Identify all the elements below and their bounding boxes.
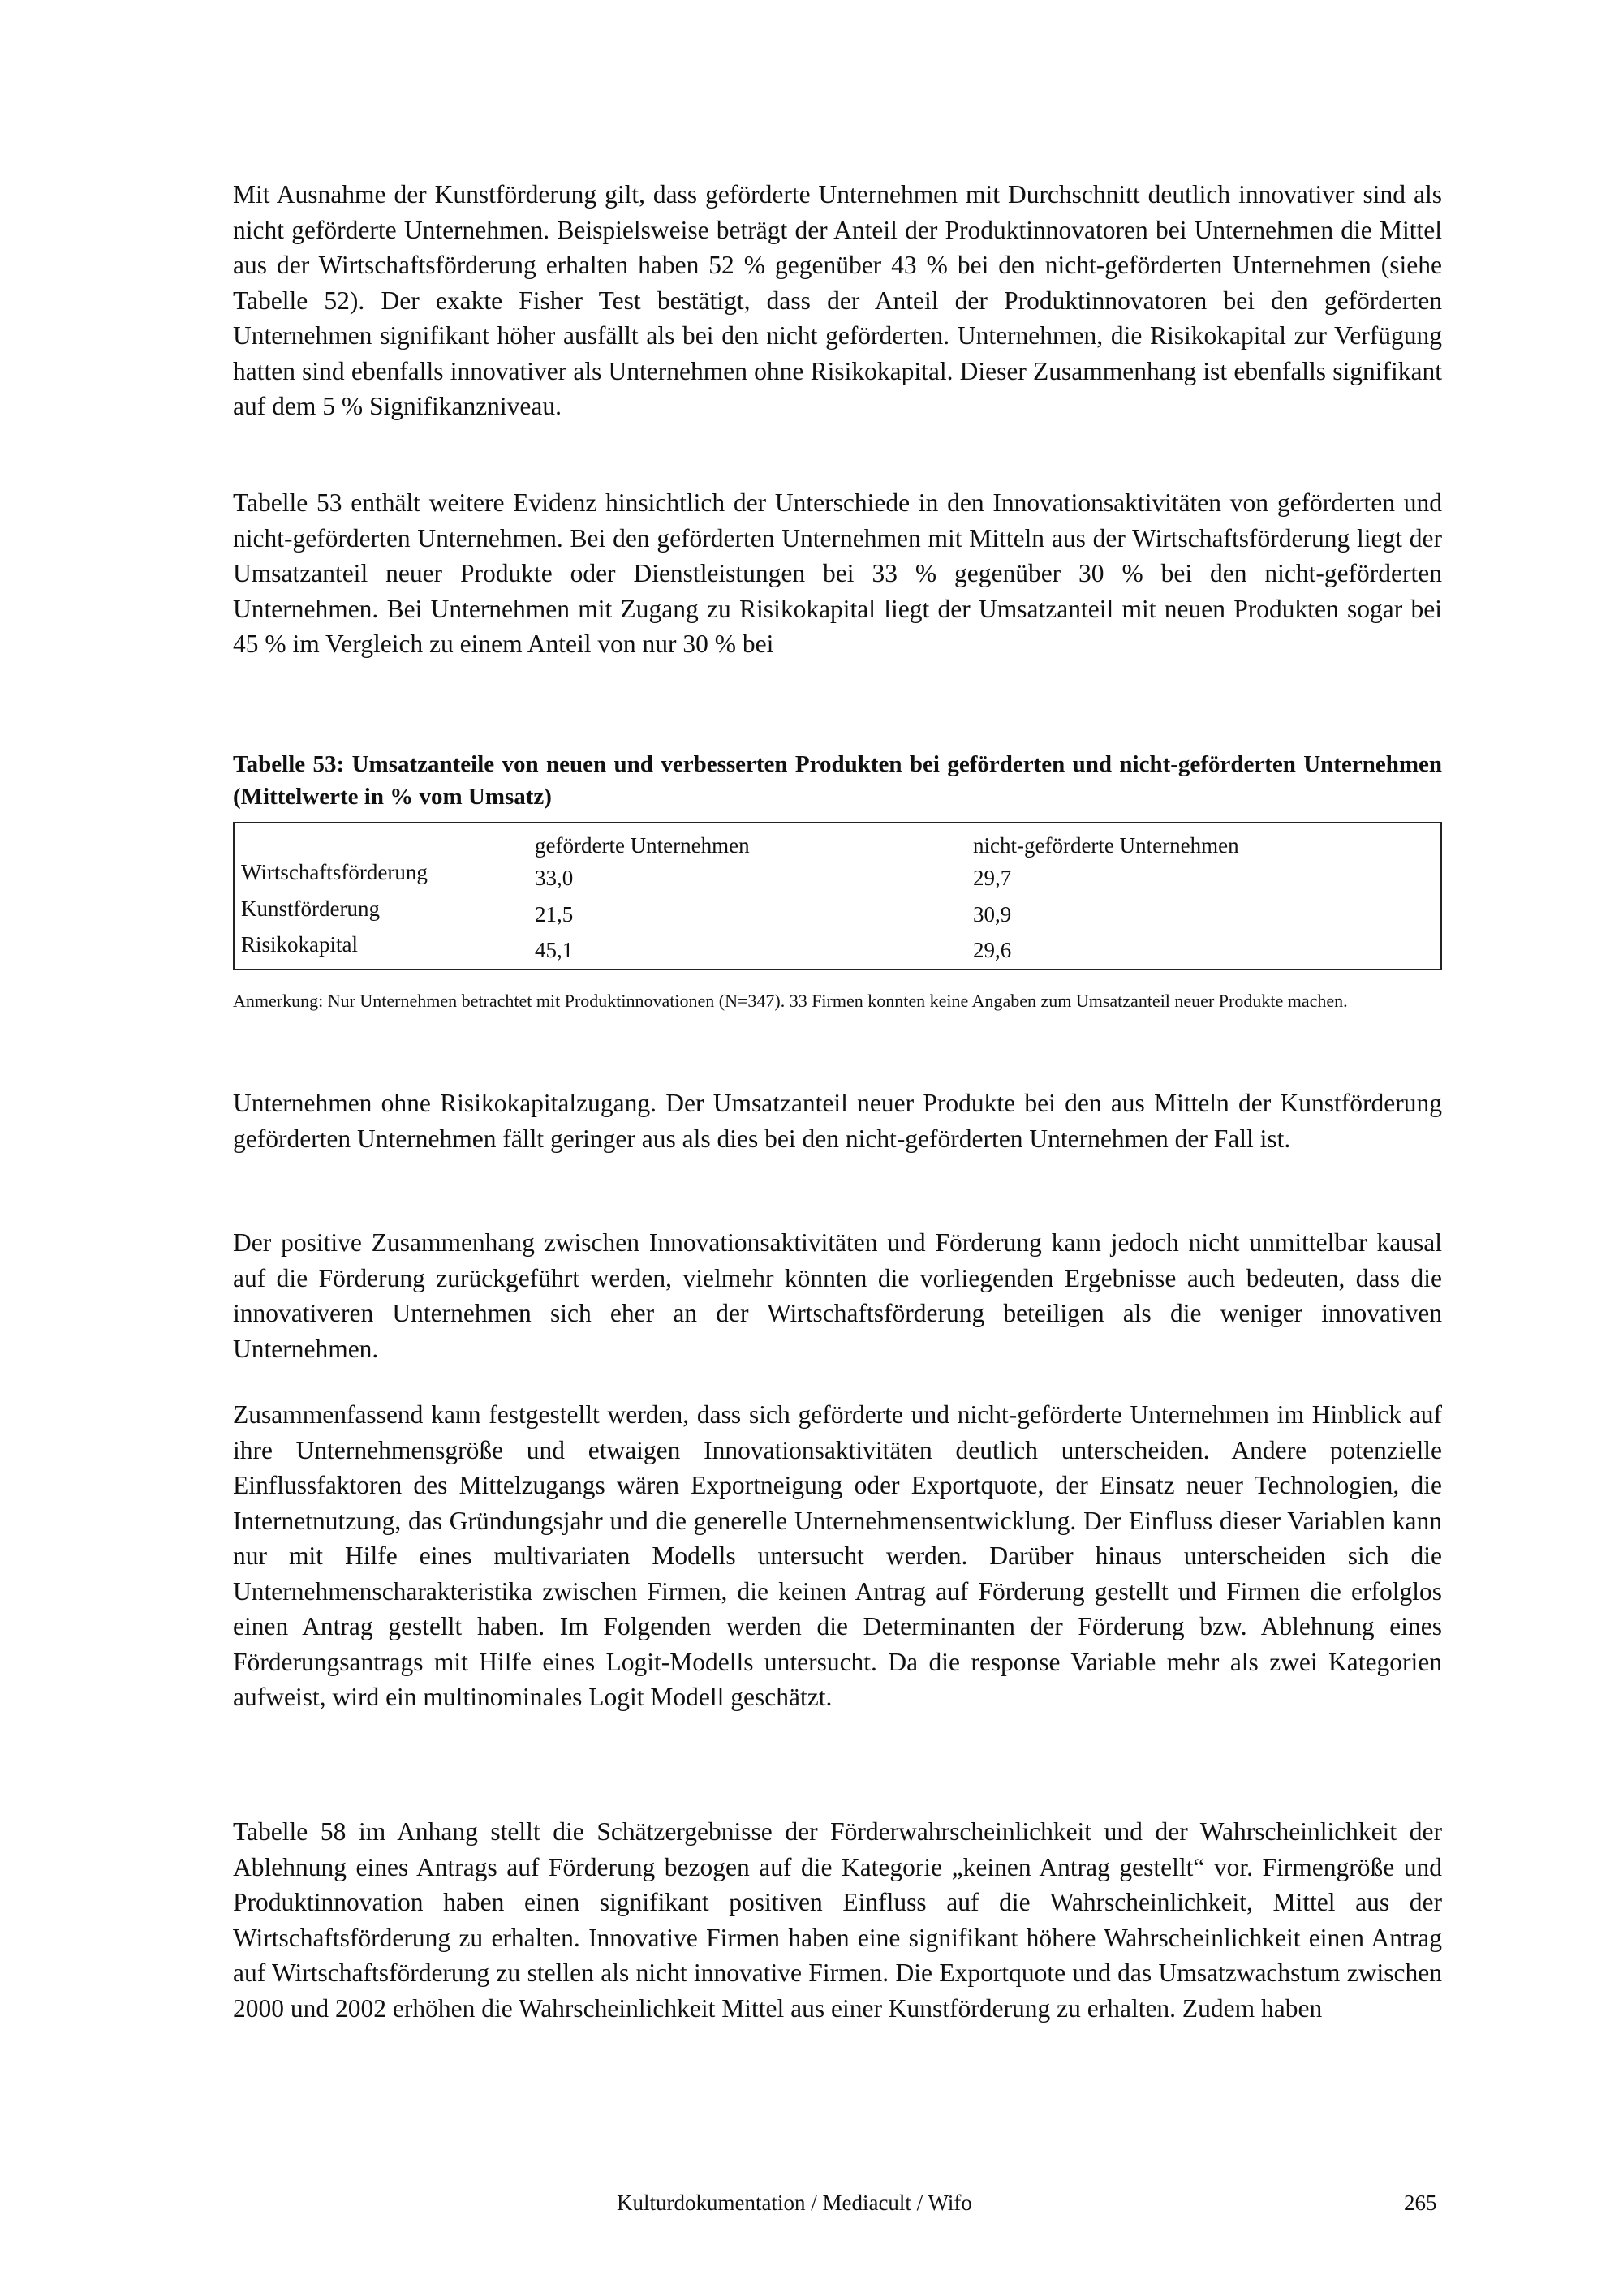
table-cell: 33,0 [535, 866, 574, 890]
page-number: 265 [1404, 2191, 1437, 2215]
column-header: nicht-geförderte Unternehmen [973, 833, 1239, 858]
table-cell: 29,7 [973, 866, 1012, 890]
row-label: Risikokapital [241, 932, 358, 957]
paragraph: Mit Ausnahme der Kunstförderung gilt, dass geförderte Unternehmen mit Durchschnitt deutlich innovativer sind als nicht geförderte Unternehmen. Beispielsweise beträgt der Anteil der Produktinnovatoren bei Unternehmen die Mittel aus der Wirtschaftsförderung erhalten haben 52 % gegenüber 43 % bei den nicht-geförderten Unternehmen (siehe Tabelle 52). Der exakte Fisher Test bestätigt, dass der Anteil der Produktinnovatoren bei den geförderten Unternehmen signifikant höher ausfällt als bei den nicht geförderten. Unternehmen, die Risikokapital zur Verfügung hatten sind ebenfalls innovativer als Unternehmen ohne Risikokapital. Dieser Zusammenhang ist ebenfalls signifikant auf dem 5 % Signifikanzniveau. [233, 180, 1442, 420]
table-cell: 29,6 [973, 938, 1012, 962]
footer-source: Kulturdokumentation / Mediacult / Wifo [617, 2191, 972, 2215]
paragraph: Tabelle 53 enthält weitere Evidenz hinsichtlich der Unterschiede in den Innovationsaktivitäten von geförderten und nicht-geförderten Unternehmen. Bei den geförderten Unternehmen mit Mitteln aus der Wirtschaftsförderung liegt der Umsatzanteil neuer Produkte oder Dienstleistungen bei 33 % gegenüber 30 % bei den nicht-geförderten Unternehmen. Bei Unternehmen mit Zugang zu Risikokapital liegt der Umsatzanteil mit neuen Produkten sogar bei 45 % im Vergleich zu einem Anteil von nur 30 % bei [233, 488, 1442, 658]
paragraph: Der positive Zusammenhang zwischen Innovationsaktivitäten und Förderung kann jedoch nicht unmittelbar kausal auf die Förderung zurückgeführt werden, vielmehr könnten die vorliegenden Ergebnisse auch bedeuten, dass die innovativeren Unternehmen sich eher an der Wirtschaftsförderung beteiligen als die weniger innovativen Unternehmen. [233, 1228, 1442, 1363]
row-label: Wirtschaftsförderung [241, 860, 428, 884]
paragraph: Unternehmen ohne Risikokapitalzugang. Der Umsatzanteil neuer Produkte bei den aus Mitteln der Kunstförderung geförderten Unternehmen fällt geringer aus als dies bei den nicht-geförderten Unternehmen der Fall ist. [233, 1089, 1442, 1153]
table-note: Anmerkung: Nur Unternehmen betrachtet mit Produktinnovationen (N=347). 33 Firmen konnten keine Angaben zum Umsatzanteil neuer Produkte machen. [233, 991, 1348, 1011]
table-cell: 21,5 [535, 902, 574, 927]
data-table [233, 822, 1442, 970]
column-header: geförderte Unternehmen [535, 833, 750, 858]
table-cell: 45,1 [535, 938, 574, 962]
paragraph: Zusammenfassend kann festgestellt werden, dass sich geförderte und nicht-geförderte Unternehmen im Hinblick auf ihre Unternehmensgröße und etwaigen Innovationsaktivitäten deutlich unterscheiden. Andere potenzielle Einflussfaktoren des Mittelzugangs wären Exportneigung oder Exportquote, der Einsatz neuer Technologien, die Internetnutzung, das Gründungsjahr und die generelle Unternehmensentwicklung. Der Einfluss dieser Variablen kann nur mit Hilfe eines multivariaten Modells untersucht werden. Darüber hinaus unterscheiden sich die Unternehmenscharakteristika zwischen Firmen, die keinen Antrag auf Förderung gestellt und Firmen die erfolglos einen Antrag gestellt haben. Im Folgenden werden die Determinanten der Förderung bzw. Ablehnung eines Förderungsantrags mit Hilfe eines Logit-Modells untersucht. Da die response Variable mehr als zwei Kategorien aufweist, wird ein multinominales Logit Modell geschätzt. [233, 1400, 1442, 1711]
row-label: Kunstförderung [241, 896, 380, 921]
paragraph: Tabelle 58 im Anhang stellt die Schätzergebnisse der Förderwahrscheinlichkeit und der Wahrscheinlichkeit der Ablehnung eines Antrags auf Förderung bezogen auf die Kategorie „keinen Antrag gestellt“ vor. Firmengröße und Produktinnovation haben einen signifikant positiven Einfluss auf die Wahrscheinlichkeit, Mittel aus der Wirtschaftsförderung zu erhalten. Innovative Firmen haben eine signifikant höhere Wahrscheinlichkeit einen Antrag auf Wirtschaftsförderung zu stellen als nicht innovative Firmen. Die Exportquote und das Umsatzwachstum zwischen 2000 und 2002 erhöhen die Wahrscheinlichkeit Mittel aus einer Kunstförderung zu erhalten. Zudem haben [233, 1817, 1442, 2023]
table-cell: 30,9 [973, 902, 1012, 927]
table-caption: Tabelle 53: Umsatzanteile von neuen und verbesserten Produkten bei geförderten und nicht-geförderten Unternehmen (Mittelwerte in % vom Umsatz) [233, 751, 1442, 810]
